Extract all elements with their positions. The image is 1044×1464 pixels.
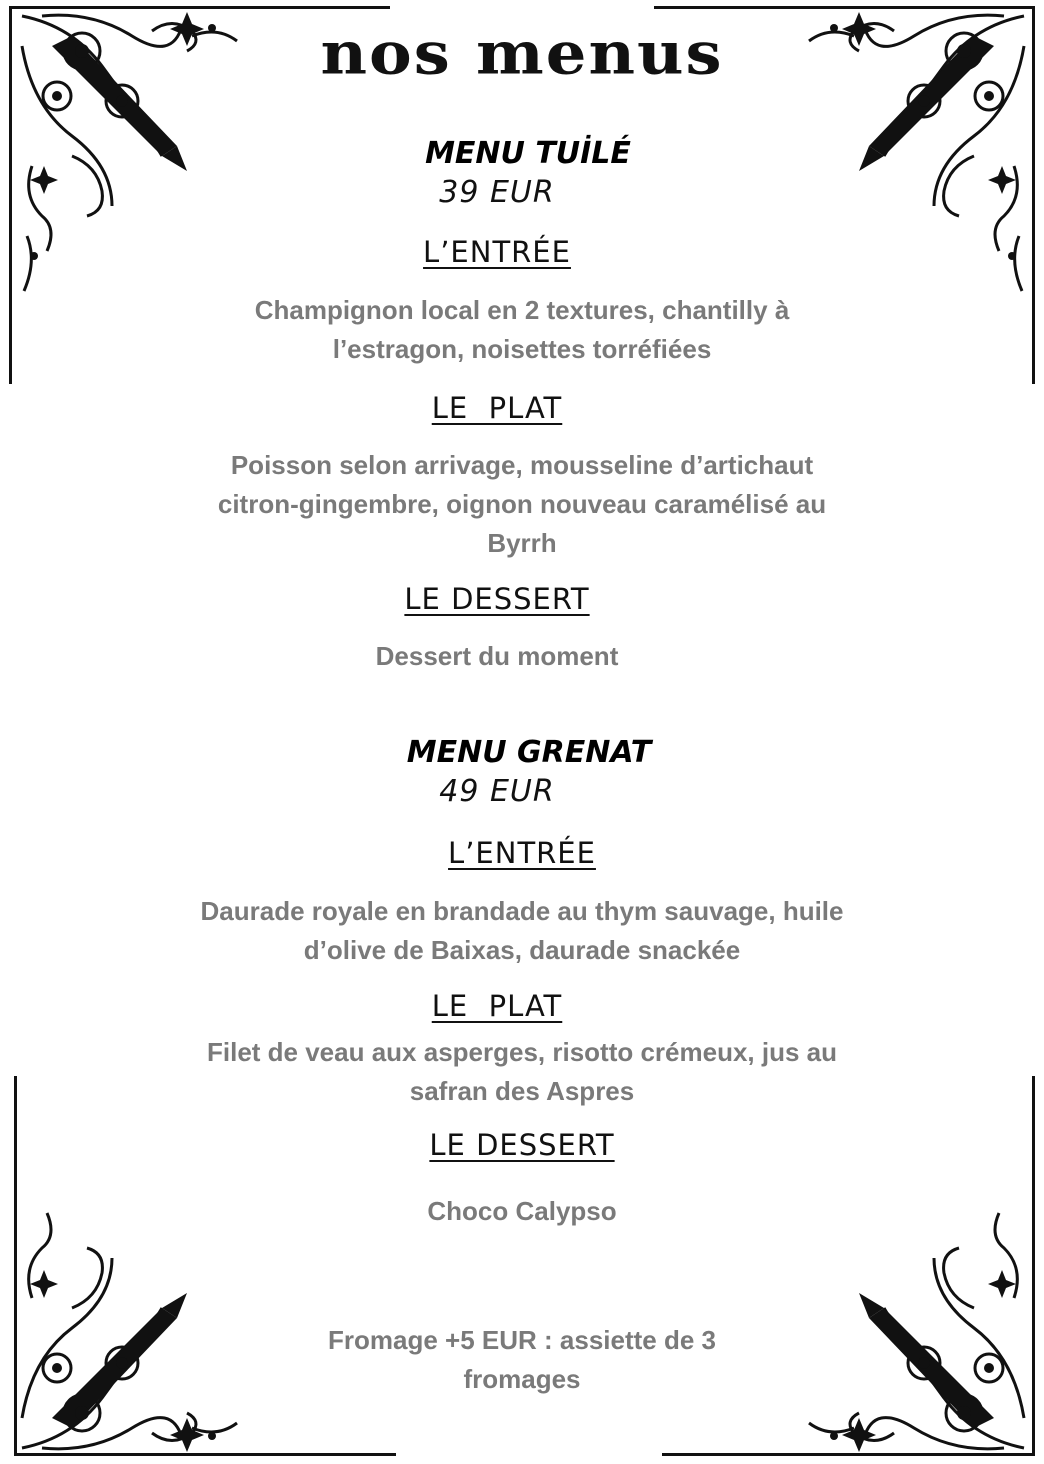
menu-2-header: [0, 733, 1044, 811]
menu-2-dish-plat: [0, 1033, 1044, 1111]
dish-description: Filet de veau aux asperges, risotto crémeux, jus au safran des Aspres: [206, 1037, 838, 1106]
menu-price: 49 EUR: [439, 774, 555, 809]
menu-2-course-dessert: [0, 1125, 1044, 1165]
menu-1-dish-dessert: [0, 637, 1044, 676]
menu-price: 39 EUR: [439, 175, 555, 210]
menu-1-dish-plat: [0, 446, 1044, 563]
course-label: LE DESSERT: [404, 582, 590, 616]
menu-name: MENU TUİLÉ: [425, 136, 631, 171]
menu-1-dish-entree: [0, 291, 1044, 369]
menu-name: MENU GRENAT: [406, 735, 652, 770]
course-label: L’ENTRÉE: [448, 836, 596, 870]
dish-description: Dessert du moment: [375, 641, 619, 671]
supplement-text: Fromage +5 EUR : assiette de 3 fromages: [328, 1325, 716, 1394]
menu-2-dish-entree: [0, 892, 1044, 970]
menu-1-header: [0, 134, 1044, 212]
course-label: LE DESSERT: [429, 1128, 615, 1162]
menu-2-dish-dessert: [0, 1192, 1044, 1231]
page-title: nos menus: [320, 19, 724, 88]
menu-1-course-dessert: [0, 579, 1044, 619]
menu-1-course-plat: [0, 388, 1044, 428]
course-label: LE PLAT: [431, 989, 563, 1023]
dish-description: Champignon local en 2 textures, chantilly à l’estragon, noisettes torréfiées: [254, 295, 790, 364]
menu-2-course-entree: [0, 833, 1044, 873]
cheese-supplement: [0, 1321, 1044, 1399]
menu-2-course-plat: [0, 986, 1044, 1026]
course-label: L’ENTRÉE: [423, 235, 571, 269]
course-label: LE PLAT: [431, 391, 563, 425]
menu-1-course-entree: [0, 232, 1044, 272]
dish-description: Poisson selon arrivage, mousseline d’artichaut citron-gingembre, oignon nouveau caramélisé au Byrrh: [217, 450, 827, 558]
dish-description: Daurade royale en brandade au thym sauvage, huile d’olive de Baixas, daurade snackée: [200, 896, 844, 965]
dish-description: Choco Calypso: [427, 1196, 617, 1226]
